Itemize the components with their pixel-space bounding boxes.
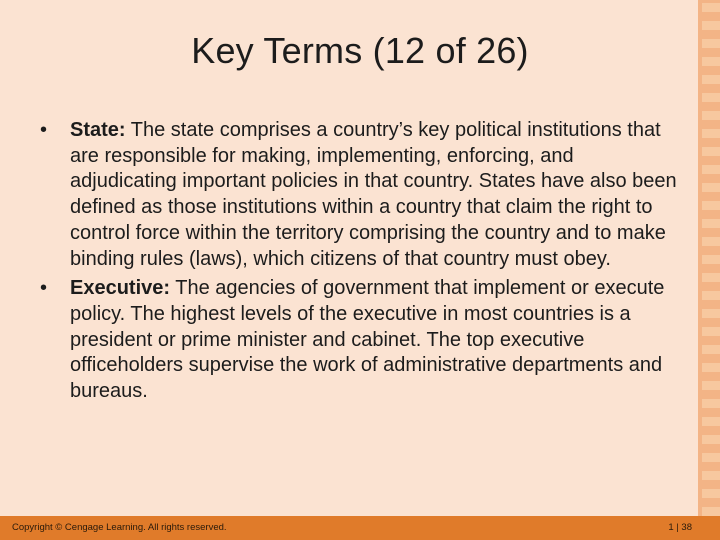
bullet-marker: • <box>40 277 48 300</box>
bullet-item-executive <box>40 276 680 405</box>
footer-bar <box>0 516 720 540</box>
bullet-list <box>40 118 680 405</box>
page-number: 1 | 38 <box>668 522 692 533</box>
bullet-item-state <box>40 118 680 272</box>
copyright-text: Copyright © Cengage Learning. All rights reserved. <box>12 522 227 533</box>
definition-executive: The agencies of government that implement or execute policy. The highest levels of the executive in most countries is a president or prime minister and cabinet. The top executive officeholders supervise the work of administrative departments and bureaus. <box>70 277 665 403</box>
decorative-stripe <box>698 0 720 516</box>
term-state: State: <box>70 119 126 141</box>
bullet-marker: • <box>40 119 48 141</box>
term-executive: Executive: <box>70 277 171 300</box>
slide-body <box>40 118 680 409</box>
definition-state: The state comprises a country’s key political institutions that are responsible for making, implementing, enforcing, and adjudicating important policies in that country. States have also been defined as those institutions within a country that claim the right to control force within the territory comprising the country and to make binding rules (laws), which citizens of that country must obey. <box>70 119 677 270</box>
slide-title: Key Terms (12 of 26) <box>191 30 529 71</box>
